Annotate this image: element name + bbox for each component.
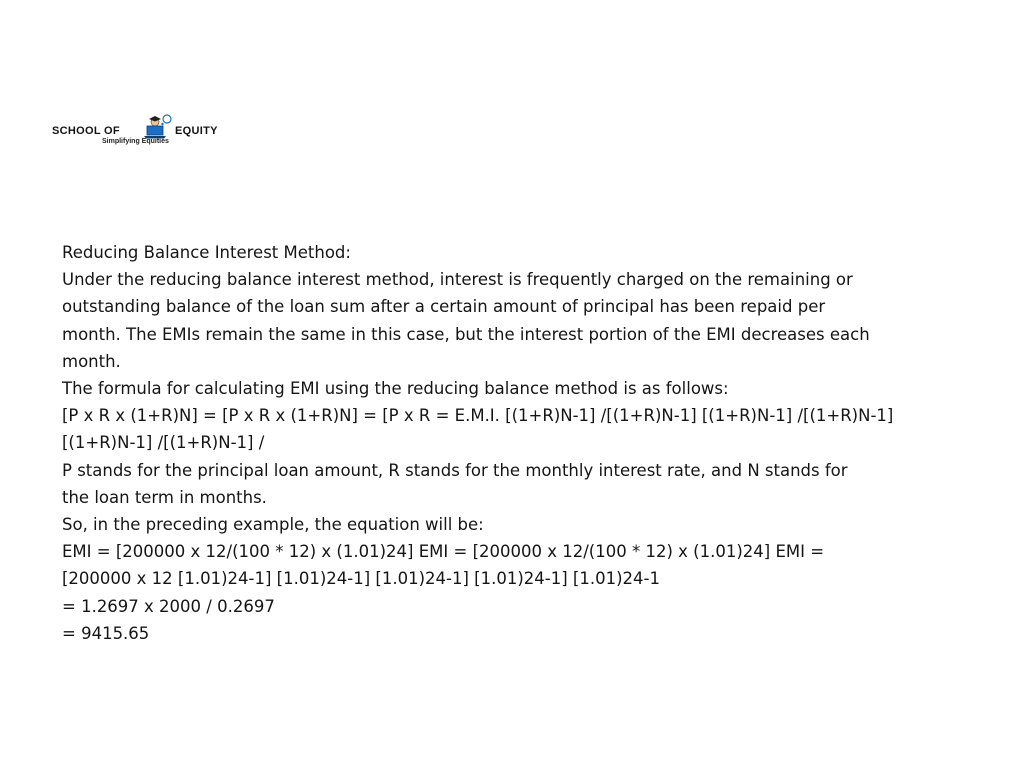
text-line: P stands for the principal loan amount, R stands for the monthly interest rate, and N stands for [62,460,848,480]
logo-text-equity: EQUITY [175,125,218,137]
formula-line: [(1+R)N-1] /[(1+R)N-1] / [62,433,265,453]
text-line: month. [62,351,121,371]
equation-line: [200000 x 12 [1.01)24-1] [1.01)24-1] [1.01)24-1] [1.01)24-1] [1.01)24-1 [62,569,660,589]
text-line: outstanding balance of the loan sum after a certain amount of principal has been repaid per [62,297,826,317]
equation-line: = 1.2697 x 2000 / 0.2697 [62,596,275,616]
logo-text-school-of: SCHOOL OF [52,125,120,137]
formula-line: [P x R x (1+R)N] = [P x R x (1+R)N] = [P x R = E.M.I. [(1+R)N-1] /[(1+R)N-1] [(1+R)N-1] /[(1+R)N-1] [62,406,894,426]
heading-reducing-balance-method: Reducing Balance Interest Method: [62,243,351,262]
logo-tagline: Simplifying Equities [102,138,169,145]
result-line: = 9415.65 [62,623,150,643]
equation-line: EMI = [200000 x 12/(100 * 12) x (1.01)24] EMI = [200000 x 12/(100 * 12) x (1.01)24] EMI = [62,542,825,562]
text-line: So, in the preceding example, the equation will be: [62,515,484,535]
slide-body-text [62,239,982,647]
text-line: The formula for calculating EMI using the reducing balance method is as follows: [62,379,729,399]
text-line: month. The EMIs remain the same in this case, but the interest portion of the EMI decreases each [62,324,870,344]
text-line: Under the reducing balance interest method, interest is frequently charged on the remaining or [62,270,853,290]
student-laptop-icon [140,114,174,140]
school-of-equity-logo [50,114,232,150]
text-line: the loan term in months. [62,487,267,507]
